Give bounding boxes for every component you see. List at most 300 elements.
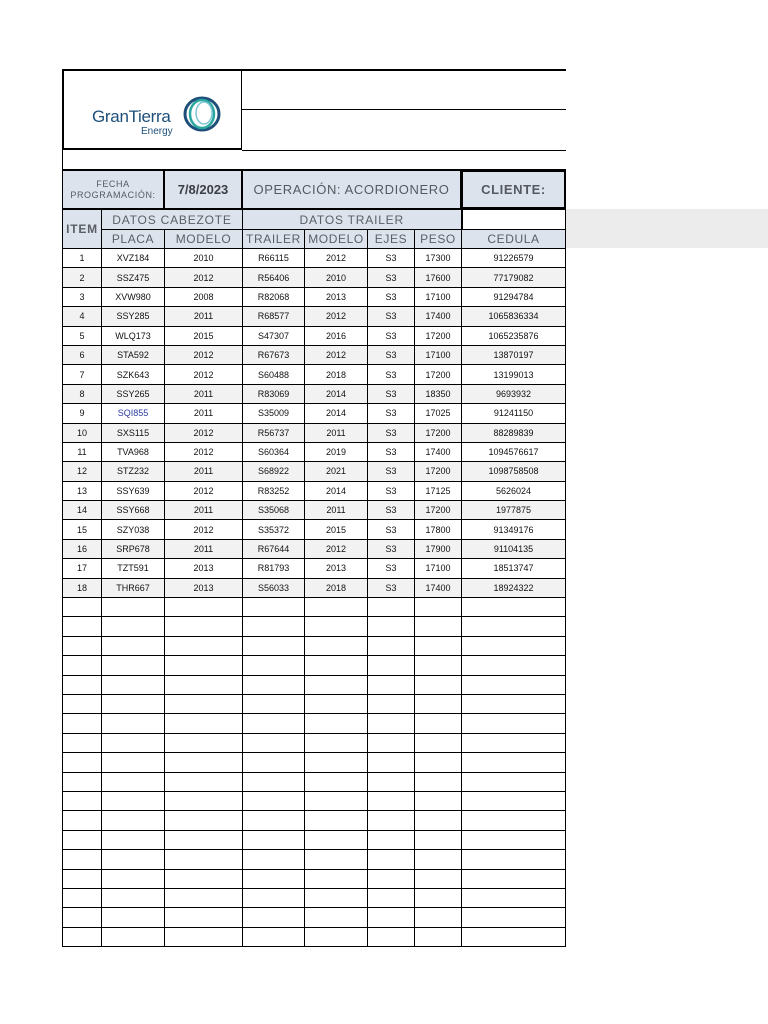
cell-item[interactable]: 17 <box>63 559 102 578</box>
cell-modelo-trailer[interactable]: 2018 <box>305 365 368 384</box>
empty-cell-modelo[interactable] <box>165 753 243 772</box>
empty-cell-modelo-trailer[interactable] <box>305 617 368 636</box>
empty-cell-trailer[interactable] <box>243 675 305 694</box>
cell-item[interactable]: 18 <box>63 578 102 597</box>
cell-item[interactable]: 3 <box>63 287 102 306</box>
cell-cedula[interactable]: 5626024 <box>462 481 566 500</box>
cell-cedula[interactable]: 91294784 <box>462 287 566 306</box>
cell-item[interactable]: 6 <box>63 345 102 364</box>
empty-cell-modelo-trailer[interactable] <box>305 927 368 946</box>
cell-trailer[interactable]: S35009 <box>243 404 305 423</box>
cell-modelo-trailer[interactable]: 2013 <box>305 287 368 306</box>
table-row <box>63 268 566 287</box>
cell-placa[interactable]: SRP678 <box>102 539 165 558</box>
cell-cedula[interactable]: 13199013 <box>462 365 566 384</box>
empty-cell-item[interactable] <box>63 617 102 636</box>
empty-cell-placa[interactable] <box>102 656 165 675</box>
empty-cell-placa[interactable] <box>102 694 165 713</box>
cell-cedula[interactable]: 9693932 <box>462 384 566 403</box>
cell-peso[interactable]: 17400 <box>415 307 462 326</box>
empty-cell-peso[interactable] <box>415 811 462 830</box>
cell-peso[interactable]: 17100 <box>415 345 462 364</box>
cell-modelo-trailer[interactable]: 2011 <box>305 423 368 442</box>
cell-modelo[interactable]: 2011 <box>165 384 243 403</box>
cell-ejes[interactable]: S3 <box>368 384 415 403</box>
empty-cell-placa[interactable] <box>102 791 165 810</box>
empty-cell-placa[interactable] <box>102 733 165 752</box>
empty-cell-trailer[interactable] <box>243 791 305 810</box>
cell-trailer[interactable]: R56737 <box>243 423 305 442</box>
operacion-label: OPERACIÓN: ACORDIONERO <box>242 170 461 209</box>
empty-cell-cedula[interactable] <box>462 617 566 636</box>
cell-placa[interactable]: SSZ475 <box>102 268 165 287</box>
empty-cell-cedula[interactable] <box>462 869 566 888</box>
cell-peso[interactable]: 18350 <box>415 384 462 403</box>
empty-cell-cedula[interactable] <box>462 753 566 772</box>
empty-cell-item[interactable] <box>63 830 102 849</box>
cell-trailer[interactable]: S68922 <box>243 462 305 481</box>
cell-modelo[interactable]: 2015 <box>165 326 243 345</box>
cell-cedula[interactable]: 88289839 <box>462 423 566 442</box>
cell-ejes[interactable]: S3 <box>368 345 415 364</box>
empty-cell-trailer[interactable] <box>243 850 305 869</box>
cell-ejes[interactable]: S3 <box>368 326 415 345</box>
empty-cell-cedula[interactable] <box>462 888 566 907</box>
cell-ejes[interactable]: S3 <box>368 442 415 461</box>
cell-placa[interactable]: SSY265 <box>102 384 165 403</box>
cell-placa[interactable]: SSY668 <box>102 501 165 520</box>
cell-trailer[interactable]: R83069 <box>243 384 305 403</box>
cell-trailer[interactable]: S60488 <box>243 365 305 384</box>
cell-ejes[interactable]: S3 <box>368 287 415 306</box>
cell-modelo[interactable]: 2013 <box>165 578 243 597</box>
empty-cell-item[interactable] <box>63 888 102 907</box>
cell-cedula[interactable]: 18513747 <box>462 559 566 578</box>
empty-cell-modelo[interactable] <box>165 908 243 927</box>
empty-cell-modelo[interactable] <box>165 598 243 617</box>
empty-cell-placa[interactable] <box>102 675 165 694</box>
cell-item[interactable]: 7 <box>63 365 102 384</box>
empty-cell-ejes[interactable] <box>368 694 415 713</box>
empty-cell-modelo[interactable] <box>165 811 243 830</box>
empty-cell-trailer[interactable] <box>243 869 305 888</box>
empty-cell-trailer[interactable] <box>243 617 305 636</box>
empty-cell-cedula[interactable] <box>462 656 566 675</box>
cell-placa[interactable]: THR667 <box>102 578 165 597</box>
empty-cell-ejes[interactable] <box>368 772 415 791</box>
empty-cell-modelo-trailer[interactable] <box>305 714 368 733</box>
empty-cell-item[interactable] <box>63 927 102 946</box>
cell-modelo[interactable]: 2012 <box>165 481 243 500</box>
cell-item[interactable]: 4 <box>63 307 102 326</box>
cell-modelo[interactable]: 2012 <box>165 423 243 442</box>
empty-cell-placa[interactable] <box>102 927 165 946</box>
cell-item[interactable]: 1 <box>63 249 102 268</box>
cell-modelo[interactable]: 2012 <box>165 442 243 461</box>
empty-cell-ejes[interactable] <box>368 753 415 772</box>
cell-item[interactable]: 2 <box>63 268 102 287</box>
empty-cell-item[interactable] <box>63 772 102 791</box>
empty-cell-cedula[interactable] <box>462 772 566 791</box>
cell-modelo-trailer[interactable]: 2010 <box>305 268 368 287</box>
cell-cedula[interactable]: 13870197 <box>462 345 566 364</box>
cell-trailer[interactable]: S47307 <box>243 326 305 345</box>
empty-cell-peso[interactable] <box>415 598 462 617</box>
cell-ejes[interactable]: S3 <box>368 462 415 481</box>
cell-modelo[interactable]: 2008 <box>165 287 243 306</box>
cell-placa[interactable]: SSY639 <box>102 481 165 500</box>
empty-cell-ejes[interactable] <box>368 869 415 888</box>
cell-modelo-trailer[interactable]: 2014 <box>305 384 368 403</box>
cell-peso[interactable]: 17200 <box>415 462 462 481</box>
cell-modelo[interactable]: 2012 <box>165 268 243 287</box>
empty-cell-peso[interactable] <box>415 772 462 791</box>
cell-placa[interactable]: SQI855 <box>102 404 165 423</box>
empty-cell-cedula[interactable] <box>462 927 566 946</box>
cell-trailer[interactable]: R67673 <box>243 345 305 364</box>
col-modelo: MODELO <box>165 230 243 249</box>
empty-cell-ejes[interactable] <box>368 908 415 927</box>
cell-item[interactable]: 16 <box>63 539 102 558</box>
empty-cell-ejes[interactable] <box>368 830 415 849</box>
empty-cell-trailer[interactable] <box>243 772 305 791</box>
cell-ejes[interactable]: S3 <box>368 501 415 520</box>
empty-cell-item[interactable] <box>63 656 102 675</box>
cell-peso[interactable]: 17100 <box>415 287 462 306</box>
cell-cedula[interactable]: 1098758508 <box>462 462 566 481</box>
empty-cell-placa[interactable] <box>102 598 165 617</box>
empty-cell-peso[interactable] <box>415 636 462 655</box>
cell-peso[interactable]: 17400 <box>415 578 462 597</box>
cell-peso[interactable]: 17600 <box>415 268 462 287</box>
empty-cell-peso[interactable] <box>415 694 462 713</box>
cell-modelo-trailer[interactable]: 2016 <box>305 326 368 345</box>
cell-item[interactable]: 14 <box>63 501 102 520</box>
empty-cell-modelo-trailer[interactable] <box>305 694 368 713</box>
empty-cell-peso[interactable] <box>415 714 462 733</box>
empty-cell-peso[interactable] <box>415 850 462 869</box>
empty-cell-modelo-trailer[interactable] <box>305 772 368 791</box>
cell-ejes[interactable]: S3 <box>368 404 415 423</box>
cell-peso[interactable]: 17200 <box>415 501 462 520</box>
cell-modelo-trailer[interactable]: 2012 <box>305 307 368 326</box>
cell-modelo[interactable]: 2011 <box>165 462 243 481</box>
empty-cell-trailer[interactable] <box>243 694 305 713</box>
empty-cell-modelo-trailer[interactable] <box>305 753 368 772</box>
empty-cell-cedula[interactable] <box>462 675 566 694</box>
cell-ejes[interactable]: S3 <box>368 559 415 578</box>
cell-modelo-trailer[interactable]: 2021 <box>305 462 368 481</box>
cell-trailer[interactable]: S35372 <box>243 520 305 539</box>
empty-cell-item[interactable] <box>63 791 102 810</box>
empty-cell-trailer[interactable] <box>243 811 305 830</box>
cell-peso[interactable]: 17800 <box>415 520 462 539</box>
cell-cedula[interactable]: 91104135 <box>462 539 566 558</box>
cell-modelo[interactable]: 2012 <box>165 520 243 539</box>
empty-cell-item[interactable] <box>63 694 102 713</box>
empty-cell-placa[interactable] <box>102 888 165 907</box>
cell-trailer[interactable]: S56033 <box>243 578 305 597</box>
cell-trailer[interactable]: R81793 <box>243 559 305 578</box>
cell-item[interactable]: 9 <box>63 404 102 423</box>
cell-cedula[interactable]: 91241150 <box>462 404 566 423</box>
empty-cell-peso[interactable] <box>415 753 462 772</box>
empty-cell-ejes[interactable] <box>368 888 415 907</box>
cell-placa[interactable]: XVW980 <box>102 287 165 306</box>
cell-modelo-trailer[interactable]: 2012 <box>305 249 368 268</box>
empty-cell-item[interactable] <box>63 733 102 752</box>
empty-cell-item[interactable] <box>63 598 102 617</box>
empty-cell-item[interactable] <box>63 908 102 927</box>
empty-cell-ejes[interactable] <box>368 811 415 830</box>
empty-cell-peso[interactable] <box>415 617 462 636</box>
cell-cedula[interactable]: 1065836334 <box>462 307 566 326</box>
empty-cell-peso[interactable] <box>415 888 462 907</box>
cell-peso[interactable]: 17100 <box>415 559 462 578</box>
cell-item[interactable]: 13 <box>63 481 102 500</box>
cell-trailer[interactable]: R82068 <box>243 287 305 306</box>
empty-cell-peso[interactable] <box>415 791 462 810</box>
cell-placa[interactable]: SXS115 <box>102 423 165 442</box>
empty-cell-modelo[interactable] <box>165 927 243 946</box>
cell-modelo-trailer[interactable]: 2012 <box>305 539 368 558</box>
empty-cell-modelo-trailer[interactable] <box>305 636 368 655</box>
cell-peso[interactable]: 17400 <box>415 442 462 461</box>
cell-ejes[interactable]: S3 <box>368 481 415 500</box>
cell-placa[interactable]: TZT591 <box>102 559 165 578</box>
cell-item[interactable]: 12 <box>63 462 102 481</box>
table-row <box>63 559 566 578</box>
empty-cell-ejes[interactable] <box>368 675 415 694</box>
empty-cell-trailer[interactable] <box>243 598 305 617</box>
empty-cell-ejes[interactable] <box>368 927 415 946</box>
cell-trailer[interactable]: S35068 <box>243 501 305 520</box>
empty-cell-ejes[interactable] <box>368 850 415 869</box>
cell-modelo[interactable]: 2011 <box>165 307 243 326</box>
empty-cell-cedula[interactable] <box>462 811 566 830</box>
empty-cell-ejes[interactable] <box>368 598 415 617</box>
empty-cell-ejes[interactable] <box>368 791 415 810</box>
empty-cell-modelo-trailer[interactable] <box>305 656 368 675</box>
cell-cedula[interactable]: 1094576617 <box>462 442 566 461</box>
empty-cell-modelo-trailer[interactable] <box>305 675 368 694</box>
empty-cell-peso[interactable] <box>415 675 462 694</box>
empty-cell-cedula[interactable] <box>462 636 566 655</box>
empty-cell-placa[interactable] <box>102 869 165 888</box>
cell-cedula[interactable]: 1977875 <box>462 501 566 520</box>
table-row <box>63 423 566 442</box>
spacer-row <box>62 150 566 170</box>
cell-modelo-trailer[interactable]: 2013 <box>305 559 368 578</box>
cell-peso[interactable]: 17200 <box>415 326 462 345</box>
cell-trailer[interactable]: S60364 <box>243 442 305 461</box>
empty-cell-cedula[interactable] <box>462 791 566 810</box>
empty-cell-ejes[interactable] <box>368 656 415 675</box>
cell-trailer[interactable]: R83252 <box>243 481 305 500</box>
cell-modelo[interactable]: 2011 <box>165 539 243 558</box>
empty-cell-modelo[interactable] <box>165 830 243 849</box>
empty-cell-trailer[interactable] <box>243 888 305 907</box>
empty-cell-peso[interactable] <box>415 869 462 888</box>
empty-cell-cedula[interactable] <box>462 598 566 617</box>
cell-modelo-trailer[interactable]: 2019 <box>305 442 368 461</box>
empty-cell-item[interactable] <box>63 850 102 869</box>
empty-cell-item[interactable] <box>63 714 102 733</box>
cell-modelo[interactable]: 2010 <box>165 249 243 268</box>
empty-cell-placa[interactable] <box>102 753 165 772</box>
cell-modelo-trailer[interactable]: 2015 <box>305 520 368 539</box>
empty-cell-placa[interactable] <box>102 830 165 849</box>
cell-ejes[interactable]: S3 <box>368 249 415 268</box>
empty-cell-modelo-trailer[interactable] <box>305 598 368 617</box>
cell-trailer[interactable]: R66115 <box>243 249 305 268</box>
empty-cell-modelo[interactable] <box>165 656 243 675</box>
empty-row <box>63 772 566 791</box>
cell-ejes[interactable]: S3 <box>368 578 415 597</box>
cell-modelo[interactable]: 2013 <box>165 559 243 578</box>
cell-item[interactable]: 10 <box>63 423 102 442</box>
cell-modelo-trailer[interactable]: 2011 <box>305 501 368 520</box>
empty-row <box>63 714 566 733</box>
cell-ejes[interactable]: S3 <box>368 307 415 326</box>
empty-cell-trailer[interactable] <box>243 830 305 849</box>
cell-modelo-trailer[interactable]: 2018 <box>305 578 368 597</box>
empty-cell-trailer[interactable] <box>243 636 305 655</box>
table-row <box>63 287 566 306</box>
empty-cell-modelo[interactable] <box>165 617 243 636</box>
cell-peso[interactable]: 17200 <box>415 365 462 384</box>
cell-modelo-trailer[interactable]: 2012 <box>305 345 368 364</box>
empty-cell-ejes[interactable] <box>368 714 415 733</box>
cell-modelo-trailer[interactable]: 2014 <box>305 481 368 500</box>
empty-cell-modelo[interactable] <box>165 733 243 752</box>
empty-cell-modelo[interactable] <box>165 772 243 791</box>
cell-placa[interactable]: WLQ173 <box>102 326 165 345</box>
cell-modelo-trailer[interactable]: 2014 <box>305 404 368 423</box>
cell-modelo[interactable]: 2011 <box>165 501 243 520</box>
empty-cell-cedula[interactable] <box>462 733 566 752</box>
cell-item[interactable]: 5 <box>63 326 102 345</box>
empty-cell-cedula[interactable] <box>462 830 566 849</box>
empty-cell-peso[interactable] <box>415 733 462 752</box>
cliente-label: CLIENTE: <box>461 170 566 209</box>
cell-trailer[interactable]: R67644 <box>243 539 305 558</box>
empty-cell-placa[interactable] <box>102 908 165 927</box>
cell-cedula[interactable]: 1065235876 <box>462 326 566 345</box>
cell-cedula[interactable]: 18924322 <box>462 578 566 597</box>
empty-cell-modelo[interactable] <box>165 791 243 810</box>
empty-cell-item[interactable] <box>63 675 102 694</box>
empty-cell-peso[interactable] <box>415 908 462 927</box>
group-blank <box>462 210 566 230</box>
cell-placa[interactable]: STZ232 <box>102 462 165 481</box>
empty-cell-peso[interactable] <box>415 656 462 675</box>
empty-cell-item[interactable] <box>63 636 102 655</box>
empty-cell-ejes[interactable] <box>368 733 415 752</box>
cell-ejes[interactable]: S3 <box>368 423 415 442</box>
empty-cell-placa[interactable] <box>102 772 165 791</box>
cell-modelo[interactable]: 2012 <box>165 365 243 384</box>
empty-cell-peso[interactable] <box>415 830 462 849</box>
empty-cell-placa[interactable] <box>102 617 165 636</box>
cell-placa[interactable]: XVZ184 <box>102 249 165 268</box>
empty-cell-modelo-trailer[interactable] <box>305 908 368 927</box>
empty-cell-modelo[interactable] <box>165 850 243 869</box>
empty-cell-placa[interactable] <box>102 850 165 869</box>
empty-cell-modelo[interactable] <box>165 714 243 733</box>
cell-placa[interactable]: STA592 <box>102 345 165 364</box>
cell-modelo[interactable]: 2012 <box>165 345 243 364</box>
empty-cell-cedula[interactable] <box>462 714 566 733</box>
empty-cell-trailer[interactable] <box>243 908 305 927</box>
cell-item[interactable]: 8 <box>63 384 102 403</box>
empty-cell-modelo-trailer[interactable] <box>305 811 368 830</box>
empty-cell-modelo-trailer[interactable] <box>305 791 368 810</box>
empty-cell-cedula[interactable] <box>462 908 566 927</box>
empty-cell-placa[interactable] <box>102 811 165 830</box>
empty-cell-modelo-trailer[interactable] <box>305 733 368 752</box>
empty-cell-placa[interactable] <box>102 636 165 655</box>
empty-cell-ejes[interactable] <box>368 636 415 655</box>
cell-peso[interactable]: 17125 <box>415 481 462 500</box>
cell-cedula[interactable]: 91349176 <box>462 520 566 539</box>
empty-cell-modelo-trailer[interactable] <box>305 850 368 869</box>
cell-item[interactable]: 15 <box>63 520 102 539</box>
empty-cell-modelo[interactable] <box>165 636 243 655</box>
empty-cell-modelo-trailer[interactable] <box>305 869 368 888</box>
cell-cedula[interactable]: 91226579 <box>462 249 566 268</box>
cell-placa[interactable]: SZY038 <box>102 520 165 539</box>
cell-cedula[interactable]: 77179082 <box>462 268 566 287</box>
cell-ejes[interactable]: S3 <box>368 539 415 558</box>
cell-trailer[interactable]: R56406 <box>243 268 305 287</box>
empty-cell-trailer[interactable] <box>243 714 305 733</box>
cell-item[interactable]: 11 <box>63 442 102 461</box>
empty-cell-modelo[interactable] <box>165 675 243 694</box>
cell-trailer[interactable]: R68577 <box>243 307 305 326</box>
empty-cell-modelo-trailer[interactable] <box>305 830 368 849</box>
cell-peso[interactable]: 17200 <box>415 423 462 442</box>
cell-peso[interactable]: 17900 <box>415 539 462 558</box>
empty-cell-cedula[interactable] <box>462 850 566 869</box>
empty-cell-trailer[interactable] <box>243 927 305 946</box>
fecha-value[interactable]: 7/8/2023 <box>164 170 242 209</box>
empty-cell-modelo-trailer[interactable] <box>305 888 368 907</box>
cell-ejes[interactable]: S3 <box>368 268 415 287</box>
empty-cell-trailer[interactable] <box>243 753 305 772</box>
cell-placa[interactable]: SSY285 <box>102 307 165 326</box>
cell-placa[interactable]: TVA968 <box>102 442 165 461</box>
empty-cell-item[interactable] <box>63 811 102 830</box>
empty-cell-ejes[interactable] <box>368 617 415 636</box>
empty-cell-item[interactable] <box>63 753 102 772</box>
empty-cell-modelo[interactable] <box>165 694 243 713</box>
cell-ejes[interactable]: S3 <box>368 520 415 539</box>
cell-modelo[interactable]: 2011 <box>165 404 243 423</box>
cell-placa[interactable]: SZK643 <box>102 365 165 384</box>
empty-cell-placa[interactable] <box>102 714 165 733</box>
empty-cell-modelo[interactable] <box>165 869 243 888</box>
empty-cell-item[interactable] <box>63 869 102 888</box>
cell-ejes[interactable]: S3 <box>368 365 415 384</box>
empty-cell-cedula[interactable] <box>462 694 566 713</box>
empty-cell-trailer[interactable] <box>243 656 305 675</box>
empty-cell-peso[interactable] <box>415 927 462 946</box>
cell-peso[interactable]: 17025 <box>415 404 462 423</box>
empty-cell-modelo[interactable] <box>165 888 243 907</box>
cell-peso[interactable]: 17300 <box>415 249 462 268</box>
empty-cell-trailer[interactable] <box>243 733 305 752</box>
